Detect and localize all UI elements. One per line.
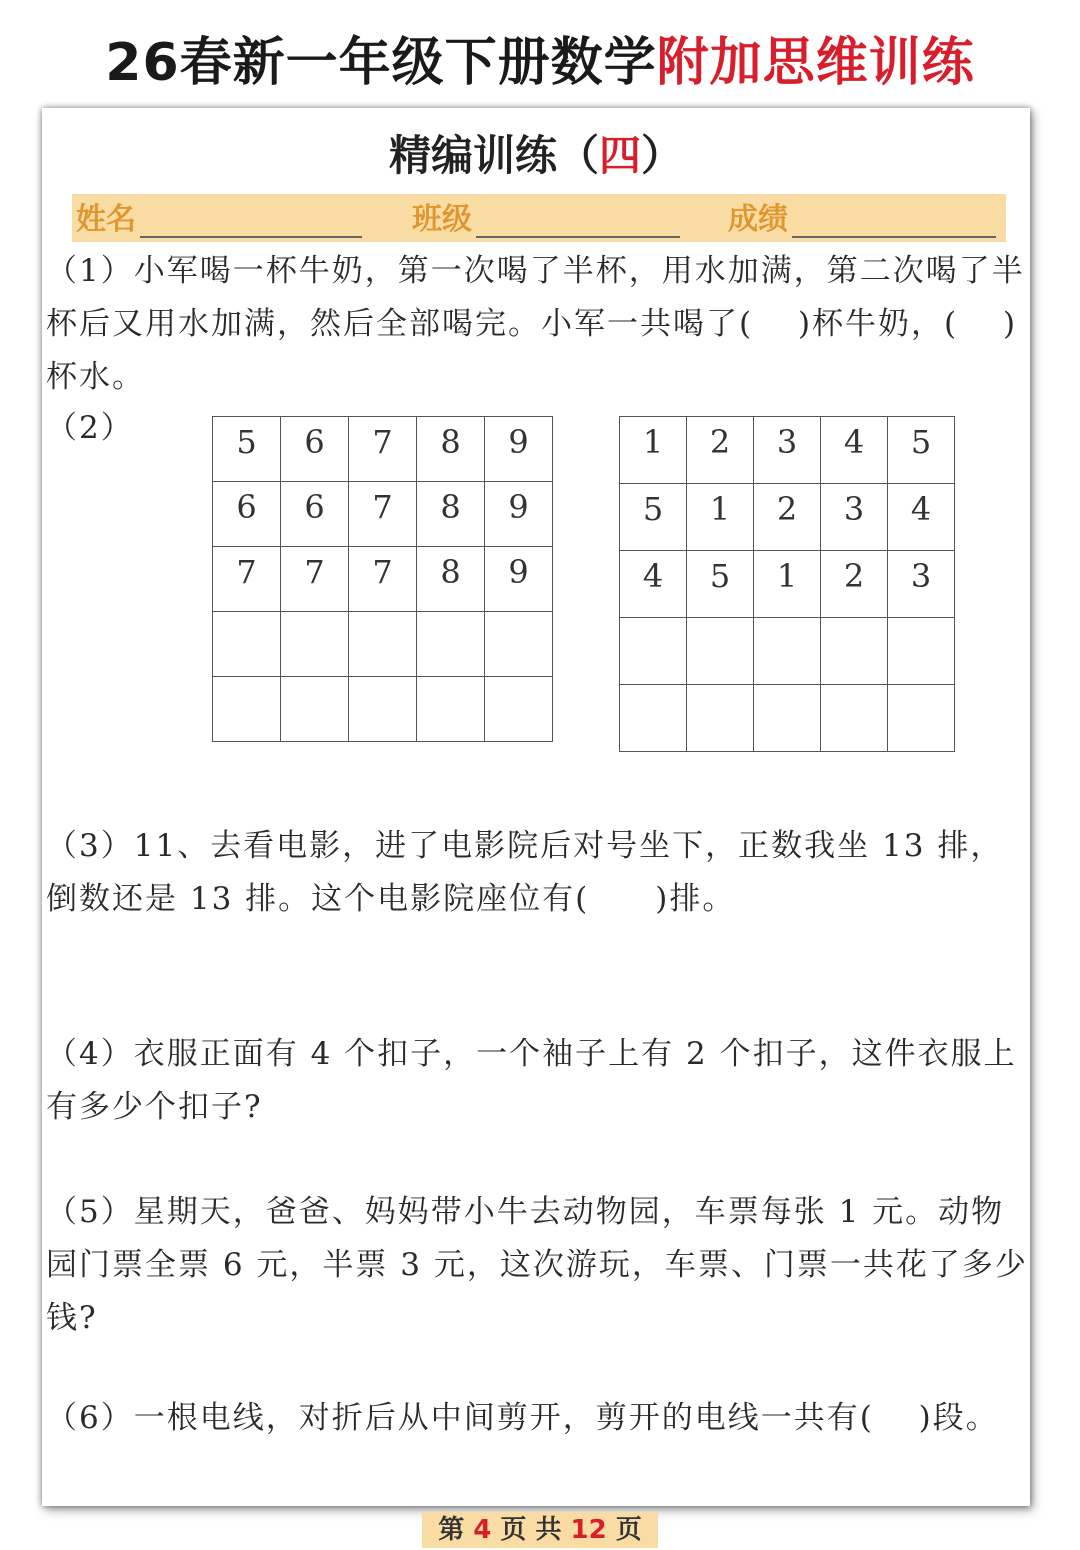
name-field[interactable] <box>76 194 362 242</box>
grid-cell[interactable] <box>485 677 553 742</box>
grid-cell: 2 <box>821 551 888 618</box>
total-pages-number: 12 <box>570 1515 607 1545</box>
class-blank-line[interactable] <box>476 236 680 238</box>
grid-cell: 6 <box>281 417 349 482</box>
grid-row <box>213 677 553 742</box>
grid-cell: 7 <box>349 482 417 547</box>
grid-cell: 4 <box>821 417 888 484</box>
grid-cell[interactable] <box>888 685 955 752</box>
grid-cell: 4 <box>888 484 955 551</box>
question-3: （3）11、去看电影，进了电影院后对号坐下，正数我坐 13 排，倒数还是 13 排。这个电影院座位有( )排。 <box>46 828 1004 917</box>
grid-cell: 6 <box>281 482 349 547</box>
grid-cell: 3 <box>821 484 888 551</box>
grid-cell: 5 <box>213 417 281 482</box>
class-label: 班级 <box>412 202 472 237</box>
page-prefix: 第 <box>438 1515 465 1545</box>
grid-cell[interactable] <box>281 612 349 677</box>
question-5: （5）星期天，爸爸、妈妈带小牛去动物园，车票每张 1 元。动物园门票全票 6 元，半票 3 元，这次游玩，车票、门票一共花了多少钱? <box>46 1194 1028 1336</box>
grid-cell[interactable] <box>417 612 485 677</box>
grid-cell[interactable] <box>349 677 417 742</box>
worksheet <box>42 108 1030 1506</box>
grid-cell: 5 <box>620 484 687 551</box>
grid-cell: 9 <box>485 482 553 547</box>
grid-cell: 8 <box>417 547 485 612</box>
grid-cell: 5 <box>687 551 754 618</box>
question-1: （1）小军喝一杯牛奶，第一次喝了半杯，用水加满，第二次喝了半杯后又用水加满，然后全部喝完。小军一共喝了( )杯牛奶，( )杯水。 <box>46 253 1025 395</box>
grid-cell[interactable] <box>754 685 821 752</box>
grid-cell[interactable] <box>349 612 417 677</box>
grid-row <box>213 482 553 547</box>
grid-cell[interactable] <box>754 618 821 685</box>
grid-cell[interactable] <box>821 685 888 752</box>
question-2-label: （2） <box>46 410 134 446</box>
grid-row <box>213 417 553 482</box>
banner-title-main: 26春新一年级下册数学 <box>105 33 657 93</box>
name-label: 姓名 <box>76 202 136 237</box>
grid-cell[interactable] <box>821 618 888 685</box>
grid-cell: 9 <box>485 417 553 482</box>
question-4: （4）衣服正面有 4 个扣子，一个袖子上有 2 个扣子，这件衣服上有多少个扣子? <box>46 1036 1017 1125</box>
grid-cell: 2 <box>754 484 821 551</box>
grid-cell: 7 <box>349 547 417 612</box>
grid-cell[interactable] <box>281 677 349 742</box>
grid-row <box>620 618 955 685</box>
title-suffix: ） <box>641 131 684 180</box>
worksheet-title <box>42 126 1030 186</box>
grid-cell[interactable] <box>687 618 754 685</box>
banner-title-highlight: 附加思维训练 <box>656 33 975 93</box>
class-field[interactable] <box>412 194 680 242</box>
grid-cell: 7 <box>213 547 281 612</box>
question-6: （6）一根电线，对折后从中间剪开，剪开的电线一共有( )段。 <box>46 1400 999 1436</box>
grid-cell: 3 <box>888 551 955 618</box>
number-grid-left <box>212 416 553 742</box>
grid-cell: 3 <box>754 417 821 484</box>
current-page-number: 4 <box>473 1515 492 1545</box>
grid-cell: 7 <box>281 547 349 612</box>
score-blank-line[interactable] <box>792 236 996 238</box>
grid-cell: 8 <box>417 482 485 547</box>
score-label: 成绩 <box>728 202 788 237</box>
page-middle: 页 共 <box>500 1515 562 1545</box>
grid-cell: 9 <box>485 547 553 612</box>
grid-cell[interactable] <box>213 612 281 677</box>
grid-row <box>620 685 955 752</box>
number-grid-right <box>619 416 955 752</box>
grid-row <box>620 551 955 618</box>
grid-cell: 5 <box>888 417 955 484</box>
grid-cell[interactable] <box>485 612 553 677</box>
grid-cell: 7 <box>349 417 417 482</box>
grid-row <box>213 547 553 612</box>
grid-cell[interactable] <box>888 618 955 685</box>
score-field[interactable] <box>728 194 996 242</box>
grid-row <box>620 484 955 551</box>
student-info-bar <box>72 194 1006 242</box>
grid-row <box>213 612 553 677</box>
grid-cell[interactable] <box>620 685 687 752</box>
title-number: 四 <box>598 131 641 180</box>
grid-cell: 1 <box>687 484 754 551</box>
grid-cell: 1 <box>620 417 687 484</box>
grid-cell: 4 <box>620 551 687 618</box>
page-indicator <box>422 1512 658 1548</box>
grid-cell: 1 <box>754 551 821 618</box>
grid-cell[interactable] <box>620 618 687 685</box>
grid-cell[interactable] <box>687 685 754 752</box>
grid-cell: 6 <box>213 482 281 547</box>
grid-cell[interactable] <box>417 677 485 742</box>
name-blank-line[interactable] <box>140 236 362 238</box>
title-prefix: 精编训练（ <box>388 131 599 180</box>
grid-cell[interactable] <box>213 677 281 742</box>
grid-row <box>620 417 955 484</box>
banner-title <box>0 18 1080 108</box>
grid-cell: 8 <box>417 417 485 482</box>
grid-cell: 2 <box>687 417 754 484</box>
page-suffix: 页 <box>615 1515 642 1545</box>
